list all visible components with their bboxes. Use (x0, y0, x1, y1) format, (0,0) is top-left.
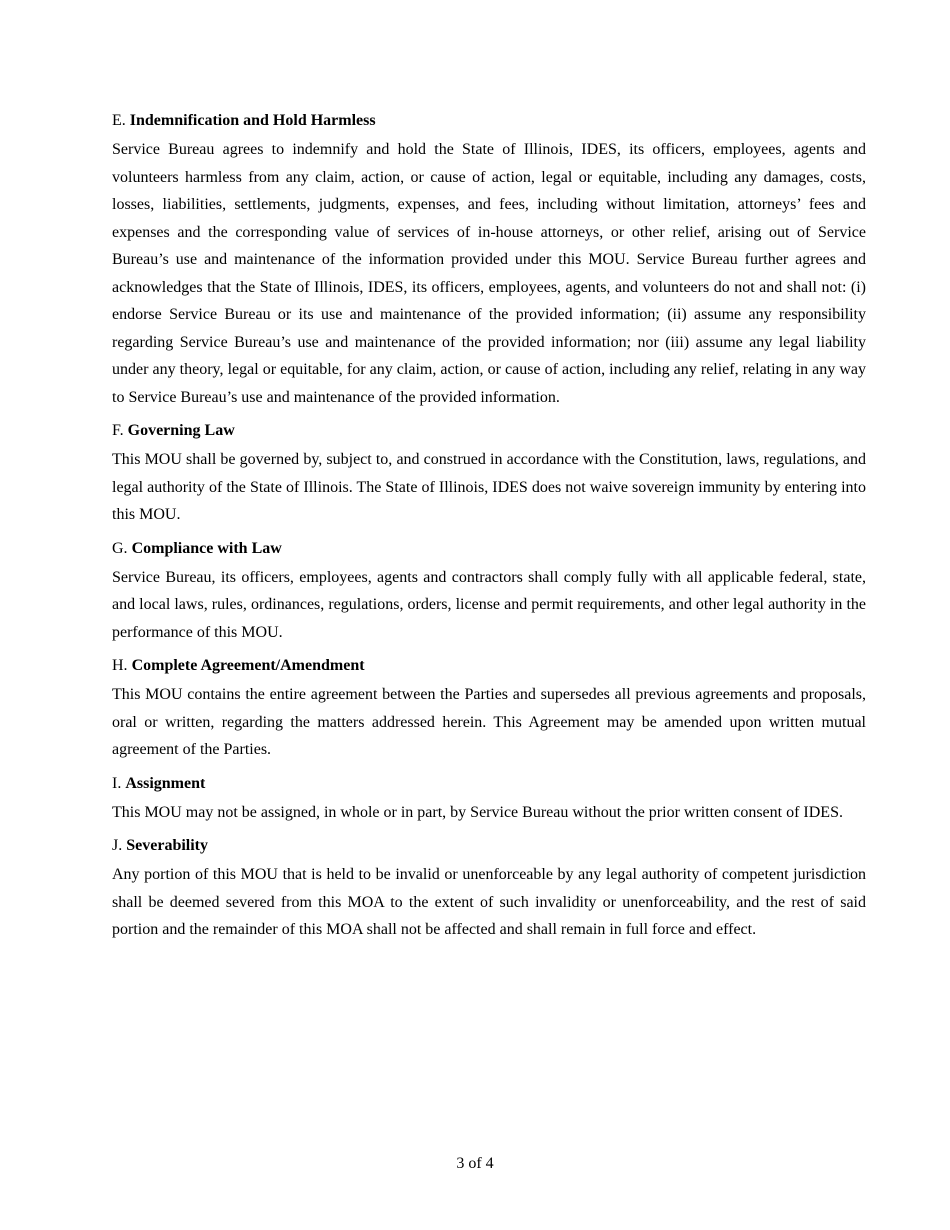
section-compliance-with-law (112, 537, 866, 647)
section-body: Service Bureau agrees to indemnify and hold the State of Illinois, IDES, its officers, employees, agents and volunteers harmless from any claim, action, or cause of action, legal or equitable, including any damages, costs, losses, liabilities, settlements, judgments, expenses, and fees, including without limitation, attorneys’ fees and expenses and the corresponding value of services of in-house attorneys, or other relief, arising out of Service Bureau’s use and maintenance of the information provided under this MOU. Service Bureau further agrees and acknowledges that the State of Illinois, IDES, its officers, employees, agents, and volunteers do not and shall not: (i) endorse Service Bureau or its use and maintenance of the provided information; (ii) assume any responsibility regarding Service Bureau’s use and maintenance of the provided information; nor (iii) assume any legal liability under any theory, legal or equitable, for any claim, action, or cause of action, including any relief, relating in any way to Service Bureau’s use and maintenance of the provided information. (112, 141, 866, 406)
section-heading (112, 419, 866, 443)
section-body: This MOU may not be assigned, in whole or in part, by Service Bureau without the prior written consent of IDES. (112, 803, 843, 821)
section-title: Complete Agreement/Amendment (131, 657, 365, 674)
section-heading (112, 109, 866, 133)
section-body: Service Bureau, its officers, employees, agents and contractors shall comply fully with all applicable federal, state, and local laws, rules, ordinances, regulations, orders, license and permit requirements, and other legal authority in the performance of this MOU. (112, 568, 866, 641)
section-heading (112, 772, 866, 796)
section-heading (112, 834, 866, 858)
page-number: 3 of 4 (456, 1155, 494, 1172)
section-body: Any portion of this MOU that is held to be invalid or unenforceable by any legal authority of competent jurisdiction shall be deemed severed from this MOA to the extent of such invalidity or unenforceability, and the rest of said portion and the remainder of this MOA shall not be affected and shall remain in full force and effect. (112, 866, 866, 938)
section-letter: I. (112, 774, 122, 792)
section-severability (112, 834, 866, 944)
document-page-content (112, 109, 866, 952)
section-title: Governing Law (127, 422, 235, 439)
section-assignment (112, 772, 866, 827)
section-title: Indemnification and Hold Harmless (129, 112, 376, 129)
section-title: Compliance with Law (131, 539, 282, 557)
section-heading (112, 537, 866, 561)
section-body: This MOU contains the entire agreement between the Parties and supersedes all previous agreements and proposals, oral or written, regarding the matters addressed herein. This Agreement may be amended upon written mutual agreement of the Parties. (112, 686, 866, 758)
section-governing-law (112, 419, 866, 529)
section-body: This MOU shall be governed by, subject to, and construed in accordance with the Constitution, laws, regulations, and legal authority of the State of Illinois. The State of Illinois, IDES does not waive sovereign immunity by entering into this MOU. (112, 451, 866, 523)
section-letter: J. (112, 837, 123, 854)
section-letter: G. (112, 539, 128, 557)
section-letter: H. (112, 657, 128, 674)
section-letter: E. (112, 112, 126, 129)
section-title: Severability (126, 837, 208, 854)
section-title: Assignment (125, 774, 206, 792)
section-indemnification (112, 109, 866, 411)
section-complete-agreement (112, 654, 866, 764)
section-letter: F. (112, 422, 124, 439)
section-heading (112, 654, 866, 678)
